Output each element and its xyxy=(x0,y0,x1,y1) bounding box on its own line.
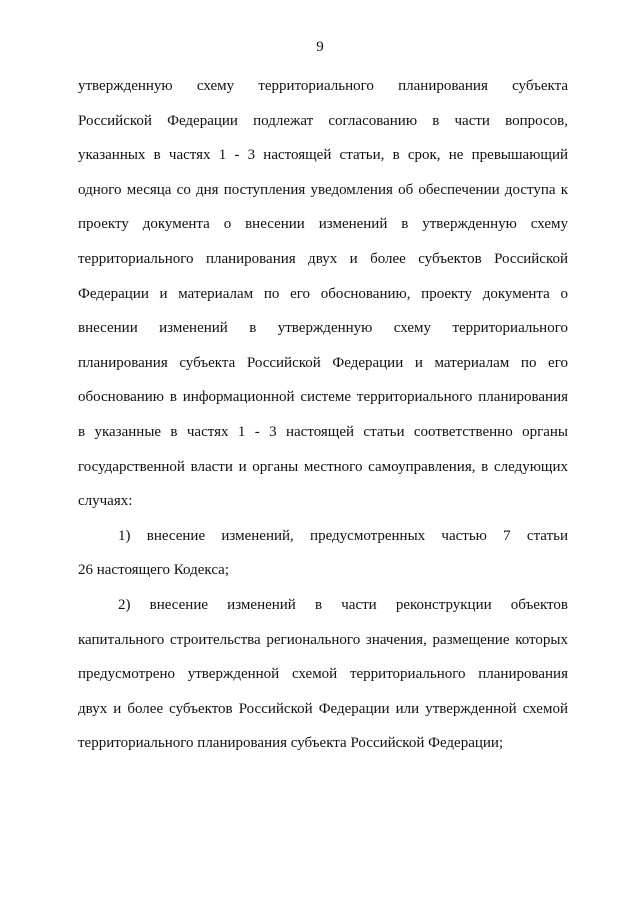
text-line: одного месяца со дня поступления уведомления об обеспечении доступа к xyxy=(78,181,568,198)
text-line: 2) внесение изменений в части реконструкции объектов xyxy=(118,596,568,613)
text-line: двух и более субъектов Российской Федерации или утвержденной схемой xyxy=(78,700,568,717)
text-line: территориального планирования двух и более субъектов Российской xyxy=(78,250,568,267)
text-line: предусмотрено утвержденной схемой территориального планирования xyxy=(78,666,568,683)
page-number: 9 xyxy=(316,39,324,55)
text-line: капитального строительства регионального значения, размещение которых xyxy=(78,631,568,648)
list-item-1 xyxy=(78,519,568,588)
text-line: 26 настоящего Кодекса; xyxy=(78,562,229,579)
text-line: утвержденную схему территориального планирования субъекта xyxy=(78,78,568,94)
text-line: территориального планирования субъекта Российской Федерации; xyxy=(78,735,504,752)
list-item-2 xyxy=(78,588,568,761)
text-line: обоснованию в информационной системе территориального планирования xyxy=(78,389,568,406)
text-line: 1) внесение изменений, предусмотренных частью 7 статьи xyxy=(118,527,568,544)
text-line: в указанные в частях 1 - 3 настоящей статьи соответственно органы xyxy=(78,423,568,440)
text-line: Федерации и материалам по его обоснованию, проекту документа о xyxy=(78,285,568,302)
body-text xyxy=(78,69,568,761)
text-line: случаях: xyxy=(78,493,133,510)
text-line: Российской Федерации подлежат согласованию в части вопросов, xyxy=(78,112,568,129)
text-line: указанных в частях 1 - 3 настоящей статьи, в срок, не превышающий xyxy=(78,147,568,164)
text-line: проекту документа о внесении изменений в утвержденную схему xyxy=(78,216,568,233)
text-line: государственной власти и органы местного самоуправления, в следующих xyxy=(78,458,568,475)
paragraph-continuation xyxy=(78,69,568,519)
text-line: внесении изменений в утвержденную схему территориального xyxy=(78,320,568,337)
text-line: планирования субъекта Российской Федерации и материалам по его xyxy=(78,354,568,371)
